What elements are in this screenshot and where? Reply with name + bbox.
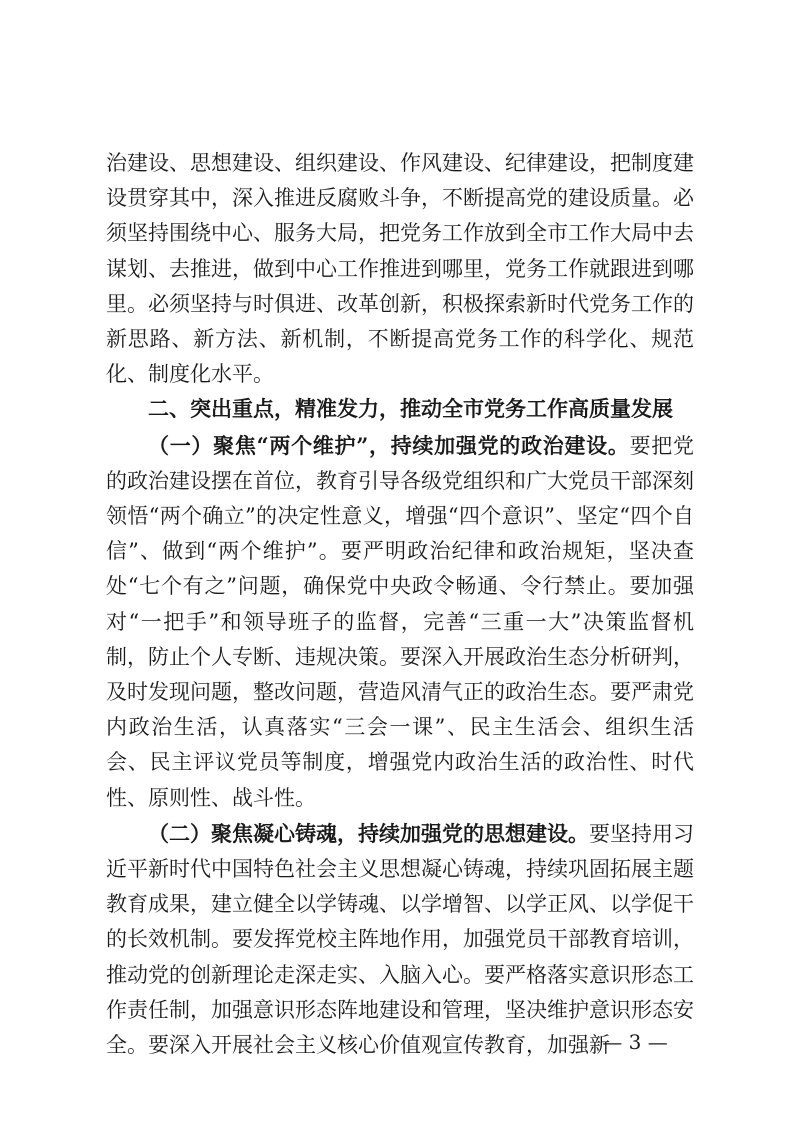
document-body (106, 146, 694, 1063)
subsection-1-title: （一）聚焦“两个维护”，持续加强党的政治建设。 (148, 432, 630, 458)
subsection-1-body: 要把党的政治建设摆在首位，教育引导各级党组织和广大党员干部深刻领悟“两个确立”的决定性意义，增强“四个意识”、坚定“四个自信”、做到“两个维护”。要严明政治纪律和政治规矩，坚决查处“七个有之”问题，确保党中央政令畅通、令行禁止。要加强对“一把手”和领导班子的监督，完善“三重一大”决策监督机制，防止个人专断、违规决策。要深入开展政治生态分析研判，及时发现问题，整改问题，营造风清气正的政治生态。要严肃党内政治生活，认真落实“三会一课”、民主生活会、组织生活会、民主评议党员等制度，增强党内政治生活的政治性、时代性、原则性、战斗性。 (106, 433, 694, 810)
section-heading: 二、突出重点，精准发力，推动全市党务工作高质量发展 (148, 397, 673, 422)
subsection-1 (106, 428, 694, 816)
page-number: — 3 — (602, 1030, 668, 1054)
subsection-2-body: 要坚持用习近平新时代中国特色社会主义思想凝心铸魂，持续巩固拓展主题教育成果，建立健全以学铸魂、以学增智、以学正风、以学促干的长效机制。要发挥党校主阵地作用，加强党员干部教育培训，推动党的创新理论走深走实、入脑入心。要严格落实意识形态工作责任制，加强意识形态阵地建设和管理，坚决维护意识形态安全。要深入开展社会主义核心价值观宣传教育，加强新 (106, 821, 694, 1058)
subsection-2 (106, 816, 694, 1063)
paragraph-continuation: 治建设、思想建设、组织建设、作风建设、纪律建设，把制度建设贯穿其中，深入推进反腐败斗争，不断提高党的建设质量。必须坚持围绕中心、服务大局，把党务工作放到全市工作大局中去谋划、去推进，做到中心工作推进到哪里，党务工作就跟进到哪里。必须坚持与时俱进、改革创新，积极探索新时代党务工作的新思路、新方法、新机制，不断提高党务工作的科学化、规范化、制度化水平。 (106, 151, 694, 387)
subsection-2-title: （二）聚焦凝心铸魂，持续加强党的思想建设。 (148, 820, 589, 846)
